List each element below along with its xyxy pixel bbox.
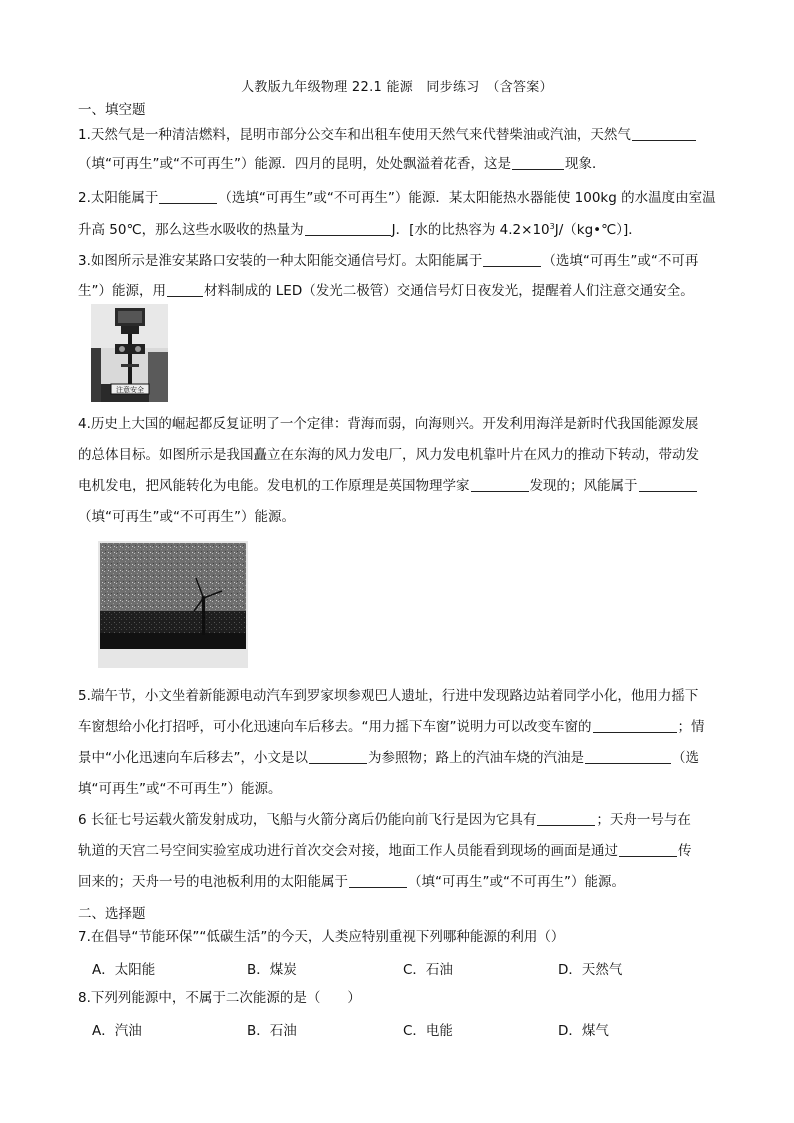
q7-stem: 7.在倡导“节能环保”“低碳生活”的今天，人类应特别重视下列哪种能源的利用（）: [78, 929, 565, 945]
q6-text-2: ；天舟一号与在: [596, 812, 691, 828]
q2-line-1: [78, 189, 723, 207]
q1-text-3: 现象．: [564, 156, 606, 172]
wind-turbine-image: [98, 541, 248, 668]
q8-options: [92, 1019, 712, 1037]
q1-answer-blank-1[interactable]: [632, 126, 696, 141]
q8-stem: 8.下列列能源中，不属于二次能源的是（ ）: [78, 990, 361, 1006]
section-fill-in: 一、填空题: [78, 102, 146, 118]
q2-line-2: [78, 218, 723, 239]
safety-sign-text: 注意安全: [116, 386, 144, 394]
q2-text-5: J/（kg•℃）]．: [554, 222, 642, 238]
q4-answer-blank-2[interactable]: [639, 477, 697, 492]
q1-text-2: （填“可再生”或“不可再生”）能源．四月的昆明，处处飘溢着花香，这是: [78, 156, 511, 172]
q6-line-3: [78, 873, 723, 891]
q2-text-4: J．[水的比热容为 4.2×10: [391, 222, 550, 238]
q2-text-3: 升高 50℃，那么这些水吸收的热量为: [78, 222, 304, 238]
q6-answer-blank-2[interactable]: [619, 842, 677, 857]
q3-text-3: 生”）能源，用: [78, 283, 166, 299]
q5-answer-blank-3[interactable]: [585, 749, 671, 764]
q5-answer-blank-2[interactable]: [309, 749, 367, 764]
q5-text-1: 车窗想给小化打招呼，可小化迅速向车后移去。“用力摇下车窗”说明力可以改变车窗的: [78, 719, 592, 735]
q3-text-4: 材料制成的 LED（发光二极管）交通信号灯日夜发光，提醒着人们注意交通安全。: [204, 283, 694, 299]
q7-option-c[interactable]: C．石油: [403, 962, 453, 978]
q7-option-a[interactable]: A．太阳能: [92, 962, 156, 978]
q3-answer-blank-1[interactable]: [483, 252, 541, 267]
q7-option-d[interactable]: D．天然气: [558, 962, 623, 978]
section-multiple-choice: 二、选择题: [78, 906, 146, 922]
q4-line-2: 的总体目标。如图所示是我国矗立在东海的风力发电厂，风力发电机靠叶片在风力的推动下转动，带动发: [78, 447, 699, 463]
solar-traffic-light-image: [91, 304, 168, 402]
q4-line-4: （填“可再生”或“不可再生”）能源。: [78, 509, 295, 525]
q3-line-2: [78, 282, 723, 300]
q5-line-3: [78, 749, 723, 767]
q4-answer-blank-1[interactable]: [471, 477, 529, 492]
q6-text-1: 6 长征七号运载火箭发射成功，飞船与火箭分离后仍能向前飞行是因为它具有: [78, 812, 537, 828]
page-title: 人教版九年级物理 22.1 能源 同步练习 （含答案）: [241, 80, 553, 95]
q1-text-1: 1.天然气是一种清洁燃料，昆明市部分公交车和出租车使用天然气来代替柴油或汽油，天然气: [78, 127, 631, 143]
q6-text-3: 轨道的天宫二号空间实验室成功进行首次交会对接，地面工作人员能看到现场的画面是通过: [78, 843, 618, 859]
q6-text-4: 传: [678, 843, 692, 859]
q5-answer-blank-1[interactable]: [593, 718, 677, 733]
q5-text-2: ；情: [677, 719, 705, 735]
q2-text-2: （选填“可再生”或“不可再生”）能源．某太阳能热水器能使 100kg 的水温度由室温: [218, 190, 716, 206]
q3-line-1: [78, 252, 723, 270]
q6-line-2: [78, 842, 723, 860]
q8-option-b[interactable]: B．石油: [247, 1023, 297, 1039]
q1-line-1: [78, 126, 723, 144]
q6-text-6: （填“可再生”或“不可再生”）能源。: [408, 874, 625, 890]
q5-line-4: 填“可再生”或“不可再生”）能源。: [78, 781, 282, 797]
q5-text-5: （选: [672, 750, 699, 766]
q7-option-b[interactable]: B．煤炭: [247, 962, 297, 978]
q2-text-1: 2.太阳能属于: [78, 190, 159, 206]
q4-line-1: 4.历史上大国的崛起都反复证明了一个定律：背海而弱，向海则兴。开发利用海洋是新时代我国能源发展: [78, 416, 699, 432]
q8-option-a[interactable]: A．汽油: [92, 1023, 142, 1039]
q2-exponent: 3: [549, 222, 555, 231]
q6-line-1: [78, 811, 723, 829]
q7-options: [92, 958, 712, 976]
q5-text-3: 景中“小化迅速向车后移去”，小文是以: [78, 750, 308, 766]
q1-answer-blank-2[interactable]: [512, 155, 564, 170]
q8-option-d[interactable]: D．煤气: [558, 1023, 609, 1039]
q2-answer-blank-1[interactable]: [159, 189, 217, 204]
q8-option-c[interactable]: C．电能: [403, 1023, 453, 1039]
q3-answer-blank-2[interactable]: [167, 282, 203, 297]
q4-text-1: 电机发电，把风能转化为电能。发电机的工作原理是英国物理学家: [78, 478, 470, 494]
q6-answer-blank-1[interactable]: [537, 811, 595, 826]
q4-text-2: 发现的；风能属于: [529, 478, 638, 494]
q6-text-5: 回来的；天舟一号的电池板利用的太阳能属于: [78, 874, 348, 890]
q3-text-2: （选填“可再生”或“不可再: [542, 253, 699, 269]
q5-text-4: 为参照物；路上的汽油车烧的汽油是: [368, 750, 584, 766]
q3-text-1: 3.如图所示是淮安某路口安装的一种太阳能交通信号灯。太阳能属于: [78, 253, 483, 269]
q4-line-3: [78, 477, 723, 495]
q2-answer-blank-2[interactable]: [305, 221, 391, 236]
q1-line-2: [78, 155, 723, 173]
q6-answer-blank-3[interactable]: [349, 873, 407, 888]
q5-line-1: 5.端午节，小文坐着新能源电动汽车到罗家坝参观巴人遗址，行进中发现路边站着同学小化，他用力摇下: [78, 688, 699, 704]
q5-line-2: [78, 718, 723, 736]
